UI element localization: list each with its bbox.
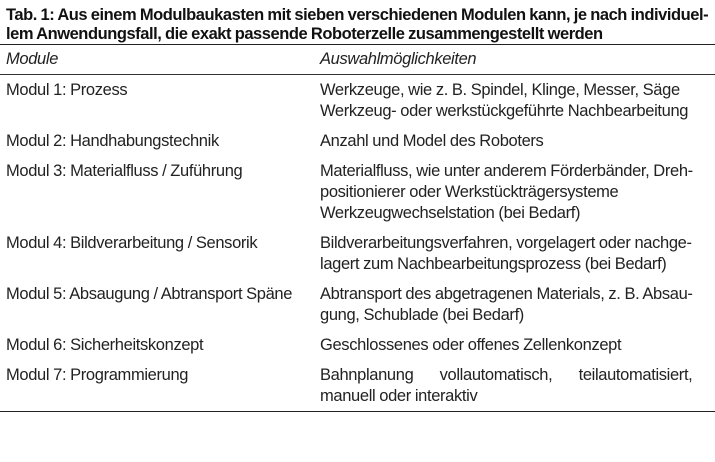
option-line: gung, Schublade (bei Bedarf) [320,306,524,324]
option-line: Werkzeugwechselstation (bei Bedarf) [320,204,581,222]
table-row [0,228,715,279]
option-line: Anzahl und Model des Roboters [320,132,544,150]
option-line: manuell oder interaktiv [320,387,478,405]
column-header-options: Auswahlmöglichkeiten [314,45,715,75]
table-row [0,126,715,156]
table-row [0,330,715,360]
option-line: Bildverarbeitungsverfahren, vorgelagert oder nachge- [320,234,692,252]
option-line: Werkzeuge, wie z. B. Spindel, Klinge, Messer, Säge [320,81,680,99]
option-line: Abtransport des abgetragenen Materials, z. B. Absau- [320,285,693,303]
option-line: Bahnplanung vollautomatisch, teilautomatisiert, [320,366,693,384]
module-cell: Modul 4: Bildverarbeitung / Sensorik [6,234,258,252]
module-cell: Modul 5: Absaugung / Abtransport Späne [6,285,293,303]
options-cell [314,330,715,360]
table-caption-line: Tab. 1: Aus einem Modulbaukasten mit sieben verschiedenen Modulen kann, je nach individuel- [6,6,709,24]
module-cell: Modul 6: Sicherheitskonzept [6,336,204,354]
table-header-row [0,45,715,75]
table-row [0,75,715,127]
table-row [0,156,715,228]
options-cell [314,156,715,228]
options-cell [314,75,715,127]
module-cell: Modul 7: Programmierung [0,360,314,412]
column-header-module: Module [0,45,314,75]
module-cell: Modul 1: Prozess [6,81,128,99]
table-header [0,45,715,75]
options-cell [314,126,715,156]
options-cell [314,360,715,412]
module-cell: Modul 2: Handhabungstechnik [6,132,219,150]
table-row [0,279,715,330]
option-line: positionierer oder Werkstückträgersysteme [320,183,619,201]
table-body [0,75,715,412]
table-caption-line: lem Anwendungsfall, die exakt passende Roboterzelle zusammengestellt werden [6,25,603,43]
options-cell [314,279,715,330]
option-line: lagert zum Nachbearbeitungsprozess (bei Bedarf) [320,255,667,273]
module-cell: Modul 3: Materialfluss / Zuführung [6,162,243,180]
module-table [0,44,715,412]
table-caption [0,0,715,44]
table-row [0,360,715,412]
option-line: Materialfluss, wie unter anderem Förderbänder, Dreh- [320,162,693,180]
option-line: Werkzeug- oder werkstückgeführte Nachbearbeitung [320,102,689,120]
options-cell [314,228,715,279]
option-line: Geschlossenes oder offenes Zellenkonzept [320,336,622,354]
